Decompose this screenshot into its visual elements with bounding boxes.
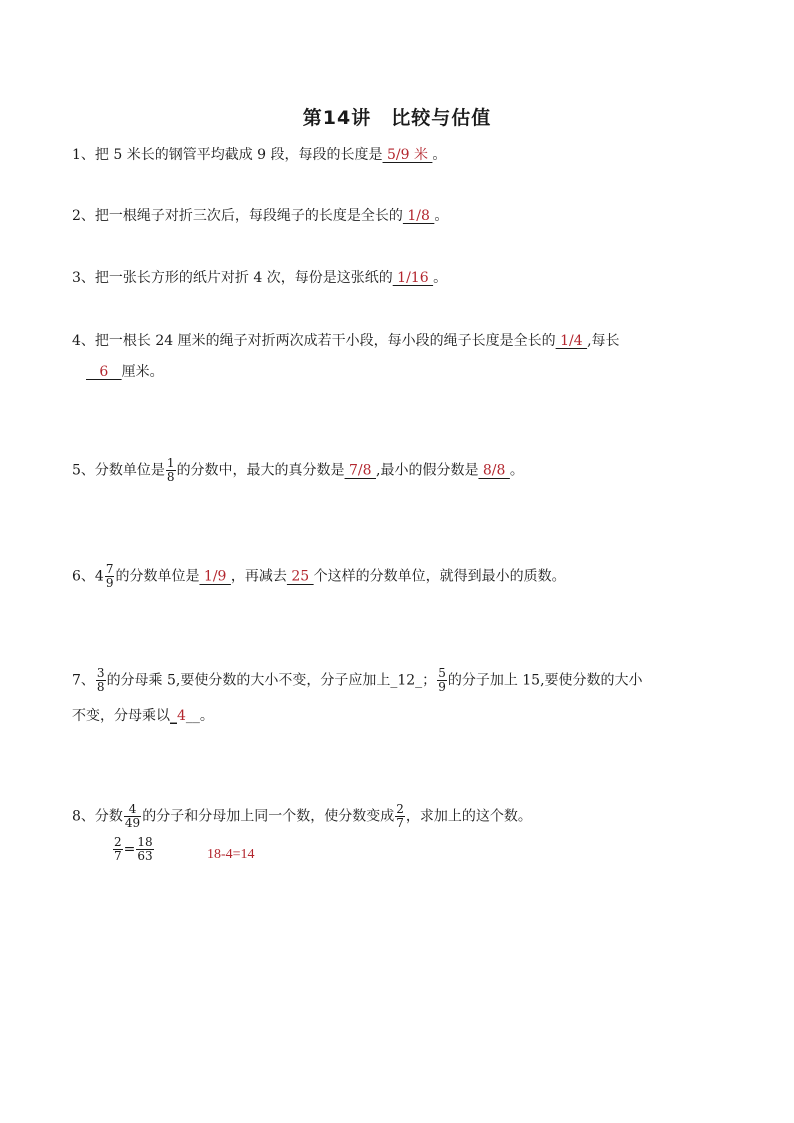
question-7-fraction-2: [437, 667, 447, 694]
work-equals: =: [123, 841, 136, 858]
question-8-fraction-2: [395, 803, 405, 830]
question-6-fraction: [105, 563, 115, 590]
question-5-text-1: 的分数中，最大的真分数是: [176, 462, 345, 479]
fraction-numerator: 2: [396, 802, 404, 816]
question-6-prefix: 6、4: [72, 568, 104, 585]
fraction-denominator: 7: [396, 816, 404, 830]
question-5-fraction: [166, 457, 176, 484]
question-7-text-1: 的分母乘 5,要使分数的大小不变，分子应加上_12_；: [106, 672, 437, 689]
question-5-prefix: 5、分数单位是: [72, 462, 165, 479]
question-6: [72, 563, 566, 590]
question-3-answer: 1/16: [392, 270, 434, 286]
question-6-text-2: ，再减去: [230, 568, 287, 585]
fraction-numerator: 5: [438, 666, 446, 680]
question-5-answer-1: 7/8: [344, 462, 376, 479]
question-8-text-1: 的分子和分母加上同一个数，使分数变成: [142, 808, 395, 825]
question-4-answer-1: 1/4: [555, 333, 588, 349]
page-title: 第14讲 比较与估值: [302, 107, 492, 129]
question-5-end: 。: [509, 462, 524, 479]
question-7-line-2-end: __。: [185, 708, 214, 724]
question-3-text: 3、把一张长方形的纸片对折 4 次，每份是这张纸的: [72, 270, 393, 286]
question-2-text: 2、把一根绳子对折三次后，每段绳子的长度是全长的: [72, 208, 403, 224]
question-6-answer-2: 25: [286, 568, 314, 585]
question-7-line-1: [72, 667, 643, 694]
question-1-answer: 5/9 米: [382, 147, 433, 163]
fraction-denominator: 7: [114, 849, 122, 863]
question-4-line-2: [86, 362, 164, 382]
fraction-numerator: 2: [114, 835, 122, 849]
work-fraction-left: [113, 836, 123, 863]
question-8-text-2: ，求加上的这个数。: [405, 808, 532, 825]
question-8-prefix: 8、分数: [72, 808, 123, 825]
fraction-numerator: 18: [137, 835, 153, 849]
question-1: [72, 145, 446, 165]
question-8-work-equation: [112, 836, 155, 863]
question-2-end: 。: [434, 208, 449, 224]
question-8-work-calc: 18-4=14: [207, 847, 255, 862]
question-3: [72, 268, 447, 288]
question-6-answer-1: 1/9: [199, 568, 231, 585]
fraction-denominator: 9: [438, 680, 446, 694]
fraction-numerator: 1: [166, 456, 175, 470]
question-5-text-2: ,最小的假分数是: [376, 462, 479, 479]
question-4-text: 4、把一根长 24 厘米的绳子对折两次成若干小段，每小段的绳子长度是全长的: [72, 333, 556, 349]
question-2: [72, 206, 448, 226]
question-4-line-1: [72, 331, 620, 351]
question-5: [72, 457, 524, 484]
question-7-fraction-1: [96, 667, 106, 694]
question-4-mid: ,每长: [587, 333, 620, 349]
work-fraction-right: [136, 836, 153, 863]
fraction-denominator: 49: [124, 816, 141, 830]
fraction-denominator: 9: [105, 576, 114, 590]
question-8-fraction-1: [124, 803, 141, 830]
question-7-line-2: 不变，分母乘以_4__。: [72, 708, 214, 724]
question-4-answer-2: 6: [86, 364, 122, 380]
question-6-text-3: 个这样的分数单位，就得到最小的质数。: [313, 568, 566, 585]
question-4-end: 厘米。: [121, 364, 164, 380]
fraction-numerator: 4: [128, 802, 137, 816]
question-1-text: 1、把 5 米长的钢管平均截成 9 段，每段的长度是: [72, 147, 383, 163]
fraction-denominator: 8: [96, 680, 105, 694]
question-8: [72, 803, 532, 830]
question-5-answer-2: 8/8: [478, 462, 510, 479]
fraction-denominator: 8: [166, 470, 175, 484]
question-7-prefix: 7、: [72, 672, 95, 689]
question-1-end: 。: [432, 147, 447, 163]
question-3-end: 。: [433, 270, 448, 286]
fraction-denominator: 63: [137, 849, 153, 863]
question-7-line-2-text: 不变，分母乘以: [72, 708, 170, 724]
question-2-answer: 1/8: [402, 208, 435, 224]
question-6-text-1: 的分数单位是: [115, 568, 200, 585]
fraction-numerator: 7: [105, 562, 114, 576]
question-7-answer: 4: [177, 708, 186, 724]
question-7-text-2: 的分子加上 15,要使分数的大小: [447, 672, 643, 689]
fraction-numerator: 3: [96, 666, 105, 680]
